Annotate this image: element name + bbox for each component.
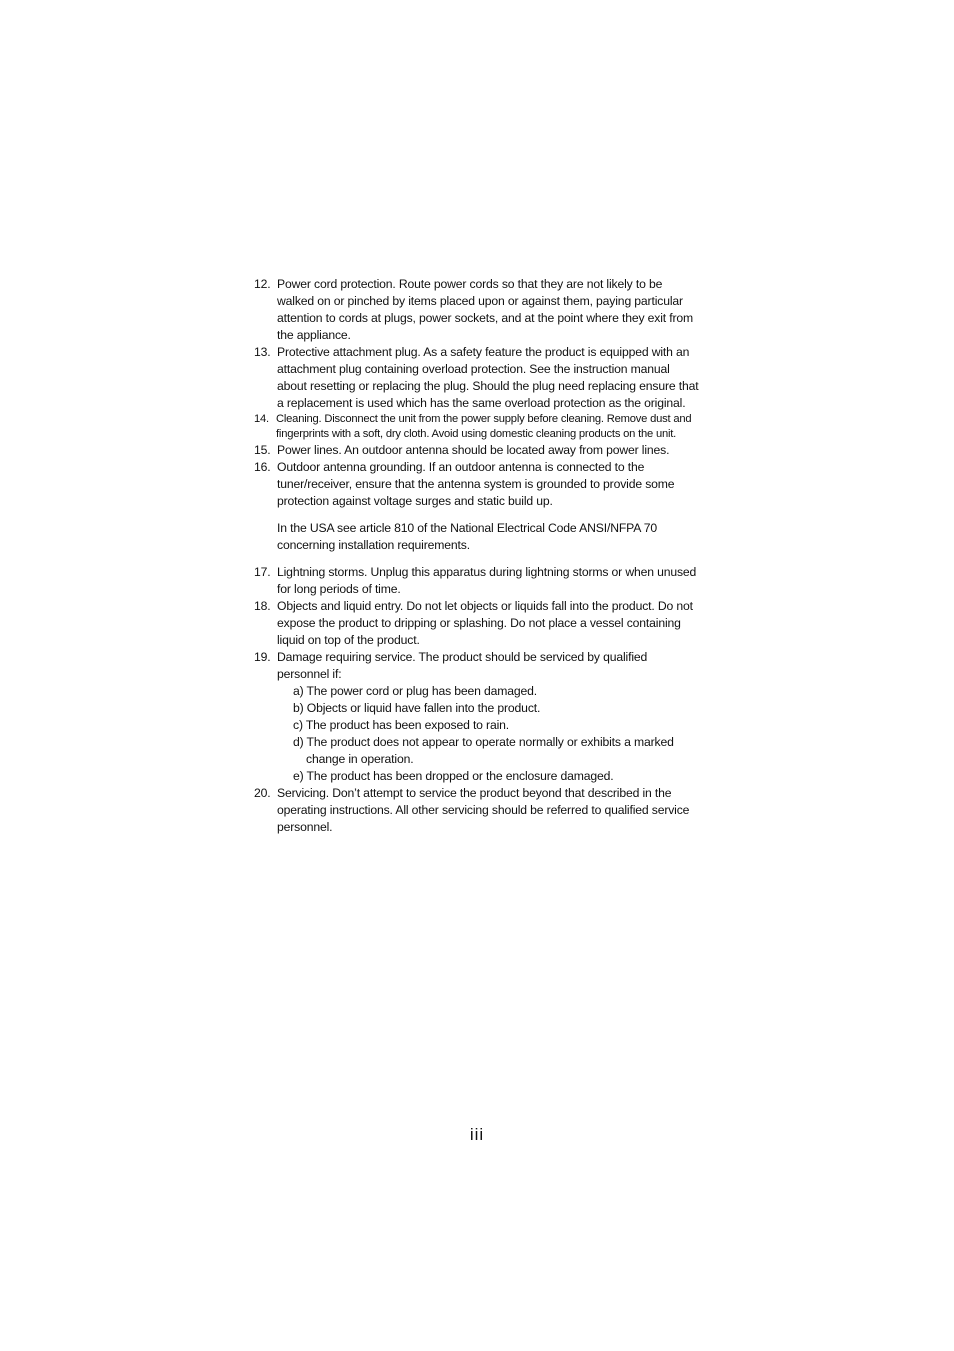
- item-text-line: Power lines. An outdoor antenna should be located away from power lines.: [277, 443, 670, 457]
- sub-list-item: c) The product has been exposed to rain.: [293, 718, 509, 732]
- list-item-20: [254, 785, 714, 836]
- item-text-line: liquid on top of the product.: [277, 633, 420, 647]
- item-number: 20.: [254, 786, 271, 800]
- item-text-line: fingerprints with a soft, dry cloth. Avoid using domestic cleaning products on the unit.: [276, 428, 677, 440]
- item-text-line: operating instructions. All other servicing should be referred to qualified service: [277, 803, 690, 817]
- item-text-line: attachment plug containing overload protection. See the instruction manual: [277, 362, 670, 376]
- list-item-19: [254, 649, 714, 785]
- list-item-12: [254, 276, 714, 344]
- item-text-line: walked on or pinched by items placed upon or against them, paying particular: [277, 294, 683, 308]
- list-item-16: [254, 459, 714, 554]
- note-text-line: In the USA see article 810 of the National Electrical Code ANSI/NFPA 70: [277, 521, 658, 535]
- item-text-line: tuner/receiver, ensure that the antenna system is grounded to provide some: [277, 477, 675, 491]
- item-text-line: Lightning storms. Unplug this apparatus during lightning storms or when unused: [277, 565, 697, 579]
- item-number: 14.: [254, 413, 269, 425]
- item-text-line: personnel if:: [277, 667, 342, 681]
- item-number: 19.: [254, 650, 271, 664]
- sub-list-item: b) Objects or liquid have fallen into the product.: [293, 701, 541, 715]
- item-number: 16.: [254, 460, 271, 474]
- list-item-13: [254, 344, 714, 412]
- note-text-line: concerning installation requirements.: [277, 538, 470, 552]
- sub-list-item-continuation: change in operation.: [306, 752, 414, 766]
- item-number: 18.: [254, 599, 271, 613]
- item-text-line: attention to cords at plugs, power sockets, and at the point where they exit from: [277, 311, 694, 325]
- item-text-line: Power cord protection. Route power cords so that they are not likely to be: [277, 277, 663, 291]
- item-number: 17.: [254, 565, 271, 579]
- safety-instructions-list: [254, 276, 714, 836]
- item-text-line: Protective attachment plug. As a safety feature the product is equipped with an: [277, 345, 690, 359]
- item-text-line: about resetting or replacing the plug. Should the plug need replacing ensure that: [277, 379, 699, 393]
- item-text-line: for long periods of time.: [277, 582, 401, 596]
- page-number: iii: [469, 1125, 485, 1144]
- list-item-15: [254, 442, 714, 459]
- sub-list: [277, 683, 714, 785]
- item-note: [277, 520, 714, 554]
- list-item-18: [254, 598, 714, 649]
- item-text-line: personnel.: [277, 820, 333, 834]
- item-text-line: Cleaning. Disconnect the unit from the power supply before cleaning. Remove dust and: [276, 413, 692, 425]
- item-text-line: Outdoor antenna grounding. If an outdoor antenna is connected to the: [277, 460, 645, 474]
- item-text-line: expose the product to dripping or splashing. Do not place a vessel containing: [277, 616, 681, 630]
- sub-list-item: e) The product has been dropped or the enclosure damaged.: [293, 769, 614, 783]
- list-item-14: [254, 412, 714, 442]
- item-text-line: Servicing. Don’t attempt to service the product beyond that described in the: [277, 786, 672, 800]
- item-text-line: a replacement is used which has the same overload protection as the original.: [277, 396, 686, 410]
- item-number: 12.: [254, 277, 271, 291]
- item-text-line: protection against voltage surges and static build up.: [277, 494, 553, 508]
- item-number: 13.: [254, 345, 271, 359]
- item-text-line: Damage requiring service. The product should be serviced by qualified: [277, 650, 648, 664]
- sub-list-item: d) The product does not appear to operate normally or exhibits a marked: [293, 735, 674, 749]
- item-number: 15.: [254, 443, 271, 457]
- item-text-line: the appliance.: [277, 328, 351, 342]
- sub-list-item: a) The power cord or plug has been damaged.: [293, 684, 538, 698]
- item-text-line: Objects and liquid entry. Do not let objects or liquids fall into the product. Do not: [277, 599, 693, 613]
- list-item-17: [254, 564, 714, 598]
